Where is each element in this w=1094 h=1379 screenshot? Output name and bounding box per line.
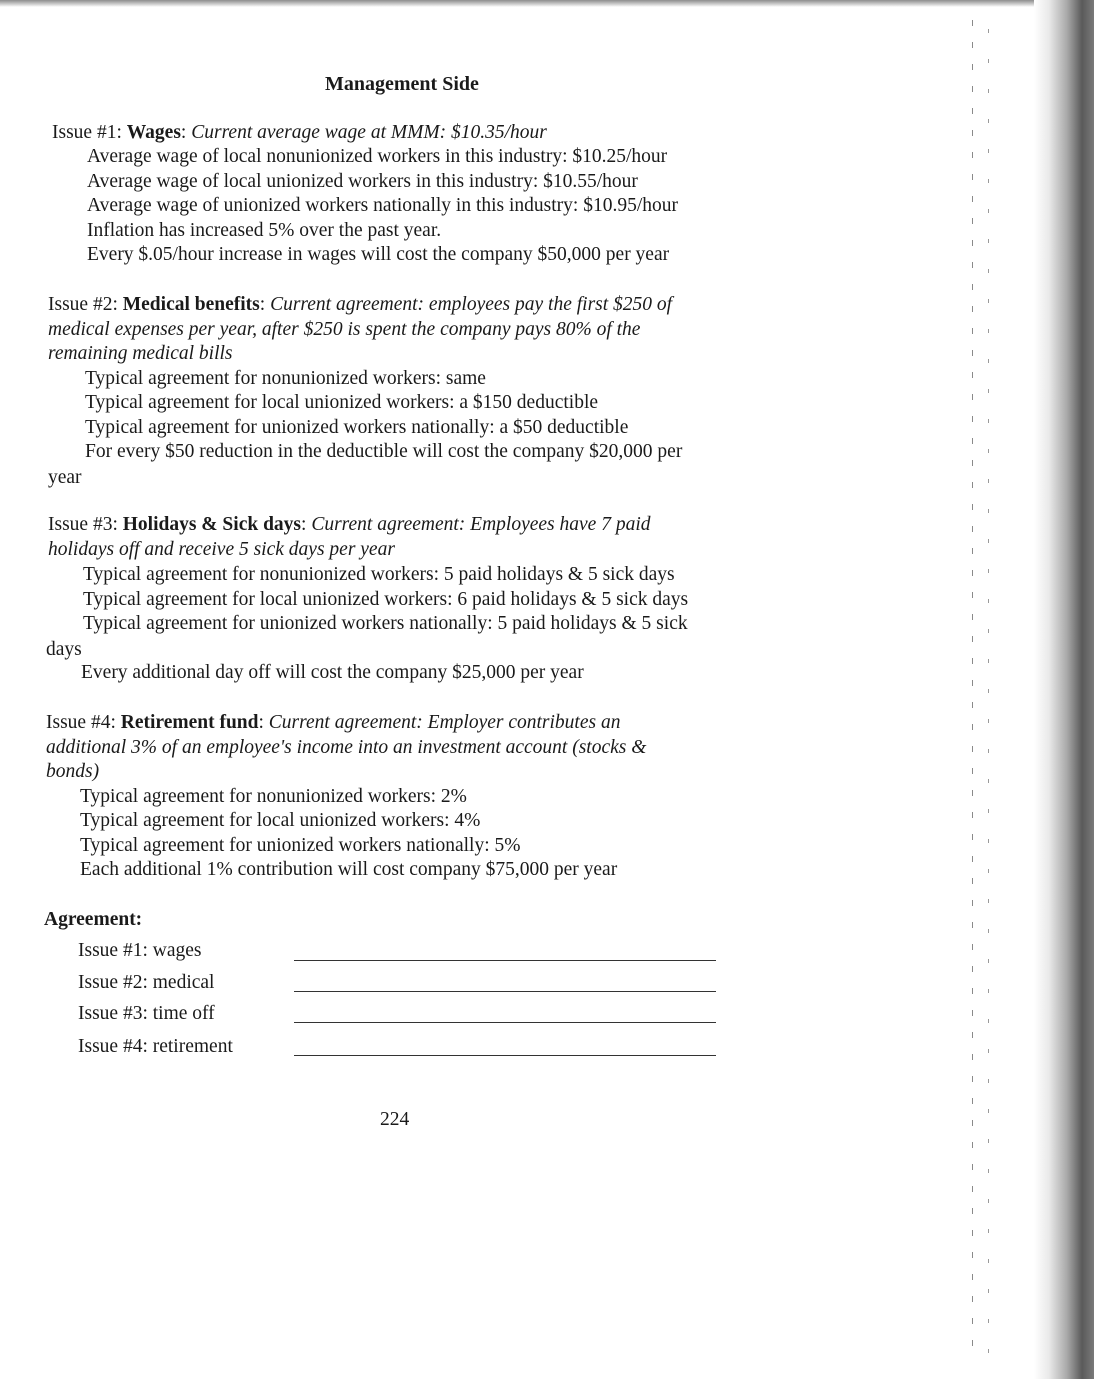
agreement-blank-line[interactable] <box>294 1022 716 1023</box>
issue-2-heading: Issue #2: Medical benefits: Current agreement: employees pay the first $250 of <box>48 294 673 315</box>
issue-2-name: Medical benefits <box>122 294 260 315</box>
agreement-heading: Agreement: <box>44 909 143 930</box>
issue-3-detail: Every additional day off will cost the company $25,000 per year <box>81 662 584 683</box>
issue-3-wrap: days <box>46 639 82 660</box>
issue-2-detail: For every $50 reduction in the deductible will cost the company $20,000 per <box>85 441 683 462</box>
issue-4-current: additional 3% of an employee's income into an investment account (stocks & <box>46 737 647 758</box>
issue-1-detail: Every $.05/hour increase in wages will cost the company $50,000 per year <box>87 244 670 265</box>
page-number: 224 <box>380 1109 410 1130</box>
issue-2-detail: Typical agreement for unionized workers nationally: a $50 deductible <box>85 417 629 438</box>
agreement-row-label: Issue #3: time off <box>78 1003 215 1024</box>
issue-1-detail: Average wage of unionized workers nationally in this industry: $10.95/hour <box>87 195 679 216</box>
issue-4-detail: Typical agreement for unionized workers nationally: 5% <box>80 835 521 856</box>
issue-1-detail: Average wage of local nonunionized workers in this industry: $10.25/hour <box>87 146 668 167</box>
issue-3-current: holidays off and receive 5 sick days per year <box>48 539 395 560</box>
issue-1-name: Wages <box>126 122 181 143</box>
issue-3-detail: Typical agreement for unionized workers nationally: 5 paid holidays & 5 sick <box>83 613 688 634</box>
issue-2-detail: Typical agreement for local unionized workers: a $150 deductible <box>85 392 599 413</box>
agreement-row-label: Issue #4: retirement <box>78 1036 233 1057</box>
agreement-blank-line[interactable] <box>294 1055 716 1056</box>
issue-2-detail: Typical agreement for nonunionized workers: same <box>85 368 486 389</box>
agreement-blank-line[interactable] <box>294 960 716 961</box>
scan-top-edge <box>0 0 1094 7</box>
issue-4-name: Retirement fund <box>120 712 259 733</box>
issue-4-current: bonds) <box>46 761 100 782</box>
page-title: Management Side <box>325 73 479 95</box>
issue-2-current: medical expenses per year, after $250 is spent the company pays 80% of the <box>48 319 641 340</box>
issue-4-detail: Typical agreement for local unionized workers: 4% <box>80 810 481 831</box>
issue-3-detail: Typical agreement for local unionized workers: 6 paid holidays & 5 sick days <box>83 589 689 610</box>
scan-edge-shadow <box>1034 0 1094 1379</box>
issue-3-detail: Typical agreement for nonunionized workers: 5 paid holidays & 5 sick days <box>83 564 675 585</box>
issue-4-detail: Typical agreement for nonunionized workers: 2% <box>80 786 467 807</box>
issue-2-current: remaining medical bills <box>48 343 233 364</box>
issue-1-current: Current average wage at MMM: $10.35/hour <box>191 122 547 143</box>
agreement-row-label: Issue #1: wages <box>78 940 202 961</box>
issue-3-current: Current agreement: Employees have 7 paid <box>311 514 651 535</box>
page-fold-mark <box>988 20 989 1360</box>
issue-2-current: Current agreement: employees pay the first $250 of <box>270 294 673 315</box>
agreement-row-label: Issue #2: medical <box>78 972 215 993</box>
issue-1-heading: Issue #1: Wages: Current average wage at MMM: $10.35/hour <box>52 122 547 143</box>
issue-4-current: Current agreement: Employer contributes an <box>268 712 621 733</box>
issue-3-heading: Issue #3: Holidays & Sick days: Current agreement: Employees have 7 paid <box>48 514 651 535</box>
issue-4-heading: Issue #4: Retirement fund: Current agreement: Employer contributes an <box>46 712 621 733</box>
issue-1-detail: Average wage of local unionized workers in this industry: $10.55/hour <box>87 171 638 192</box>
issue-4-detail: Each additional 1% contribution will cost company $75,000 per year <box>80 859 618 880</box>
issue-1-detail: Inflation has increased 5% over the past year. <box>87 220 442 241</box>
page-fold-mark <box>972 20 973 1360</box>
issue-3-name: Holidays & Sick days <box>122 514 302 535</box>
agreement-blank-line[interactable] <box>294 991 716 992</box>
issue-2-wrap: year <box>48 467 82 488</box>
